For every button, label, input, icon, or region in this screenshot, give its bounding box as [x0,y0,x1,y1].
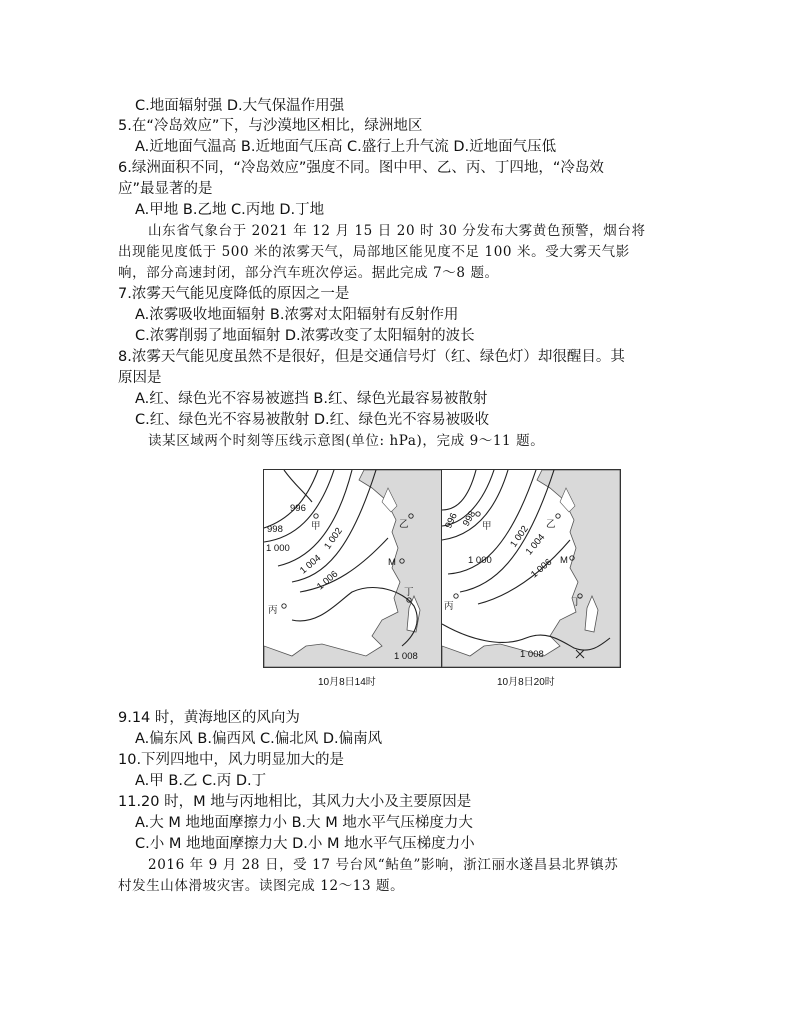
q7-options-a: A.浓雾吸收地面辐射 B.浓雾对太阳辐射有反射作用 [135,307,459,323]
place-yi-20h: 乙 [546,519,556,530]
q5-options: A.近地面气温高 B.近地面气压高 C.盛行上升气流 D.近地面气压低 [135,139,557,155]
place-bing: 丙 [268,605,278,616]
place-m: M [388,557,396,568]
isobar-label-1002-20h: 1 002 [508,523,531,550]
isobar-label-1000-20h: 1 000 [468,555,492,566]
q6-stem-line2: 应”最显著的是 [118,181,213,197]
passage2: 读某区域两个时刻等压线示意图(单位: hPa)，完成 9～11 题。 [148,433,545,449]
isobar-label-998: 998 [267,524,283,535]
isobar-map-14h-graphic [264,470,442,667]
isobar-label-1006-20h: 1 006 [528,556,555,581]
isobar-map-20h [441,469,621,668]
place-ding: 丁 [404,587,414,598]
q8-options-b: C.红、绿色光不容易被散射 D.红、绿色光不容易被吸收 [135,412,490,428]
passage1-line1: 山东省气象台于 2021 年 12 月 15 日 20 时 30 分发布大雾黄色预警，烟台将 [148,223,646,239]
isobar-label-1004: 1 004 [297,552,324,577]
isobar-label-996-20h: 996 [443,511,460,531]
passage3-line1: 2016 年 9 月 28 日，受 17 号台风“鲇鱼”影响，浙江丽水遂昌县北界镇苏 [148,857,619,873]
place-m-20h: M [560,555,568,566]
q8-stem-line1: 8.浓雾天气能见度虽然不是很好，但是交通信号灯（红、绿色灯）却很醒目。其 [118,349,625,365]
q5-stem: 5.在“冷岛效应”下，与沙漠地区相比，绿洲地区 [118,118,423,134]
q8-options-a: A.红、绿色光不容易被遮挡 B.红、绿色光最容易被散射 [135,391,488,407]
q7-stem: 7.浓雾天气能见度降低的原因之一是 [118,286,350,302]
passage1-line3: 响，部分高速封闭，部分汽车班次停运。据此完成 7～8 题。 [118,265,499,281]
q6-stem-line1: 6.绿洲面积不同，“冷岛效应”强度不同。图中甲、乙、丙、丁四地，“冷岛效 [118,160,604,176]
place-bing-20h: 丙 [444,601,454,612]
place-yi: 乙 [399,519,409,530]
q10-stem: 10.下列四地中，风力明显加大的是 [118,752,345,768]
caption-20h: 10月8日20时 [497,677,555,688]
q10-options: A.甲 B.乙 C.丙 D.丁 [135,773,267,789]
isobar-map-14h [263,469,443,668]
caption-14h: 10月8日14时 [318,677,376,688]
isobar-label-1008-20h: 1 008 [520,649,544,660]
isobar-label-998-20h: 998 [460,509,479,529]
q7-options-b: C.浓雾削弱了地面辐射 D.浓雾改变了太阳辐射的波长 [135,328,475,344]
place-jia: 甲 [311,521,321,532]
isobar-label-1000: 1 000 [266,543,290,554]
q8-stem-line2: 原因是 [118,370,162,386]
passage1-line2: 出现能见度低于 500 米的浓雾天气，局部地区能见度不足 100 米。受大雾天气影 [118,244,630,260]
q11-stem: 11.20 时，M 地与丙地相比，其风力大小及主要原因是 [118,794,472,810]
q9-options: A.偏东风 B.偏西风 C.偏北风 D.偏南风 [135,731,383,747]
q11-options-b: C.小 M 地地面摩擦力大 D.小 M 地水平气压梯度力小 [135,836,475,852]
q9-stem: 9.14 时，黄海地区的风向为 [118,710,300,726]
q11-options-a: A.大 M 地地面摩擦力小 B.大 M 地水平气压梯度力大 [135,815,473,831]
isobar-label-996: 996 [290,503,306,514]
place-jia-20h: 甲 [482,521,492,532]
q6-options: A.甲地 B.乙地 C.丙地 D.丁地 [135,202,325,218]
isobar-label-1004-20h: 1 004 [523,532,548,558]
passage3-line2: 村发生山体滑坡灾害。读图完成 12～13 题。 [118,878,405,894]
isobar-label-1006: 1 006 [314,568,341,593]
q4-options: C.地面辐射强 D.大气保温作用强 [135,98,345,114]
isobar-label-1002: 1 002 [322,525,345,552]
isobar-label-1008: 1 008 [394,651,418,662]
place-ding-20h: 丁 [572,597,582,608]
